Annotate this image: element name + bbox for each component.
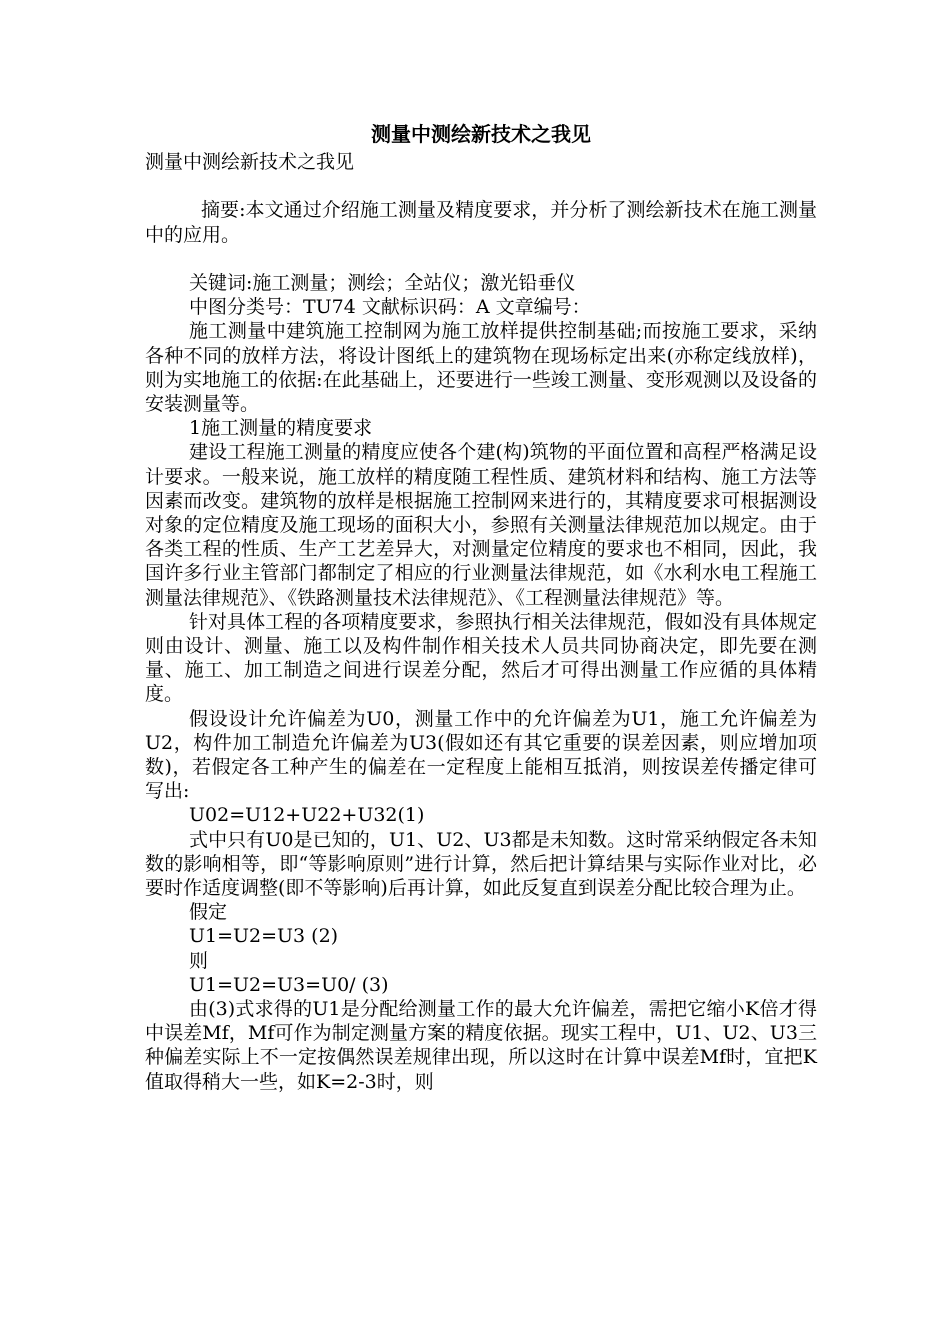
body-paragraph: 式中只有U0是已知的，U1、U2、U3都是未知数。这时常采纳假定各未知数的影响相等，即“等影响原则”进行计算，然后把计算结果与实际作业对比，必要时作适度调整(即不等影响)后再计算，如此反复直到误差分配比较合理为止。 [145, 828, 817, 900]
classification-line: 中图分类号：TU74 文献标识码：A 文章编号： [189, 296, 591, 319]
document-subtitle: 测量中测绘新技术之我见 [145, 151, 355, 173]
document-page [145, 118, 817, 1094]
blank-line [145, 247, 817, 271]
formula-line: U1=U2=U3=U0/ (3) [189, 973, 389, 996]
body-paragraph: 假设设计允许偏差为U0，测量工作中的允许偏差为U1，施工允许偏差为U2，构件加工制造允许偏差为U3(假如还有其它重要的误差因素，则应增加项数)，若假定各工种产生的偏差在一定程度上能相互抵消，则按误差传播定律可写出: [145, 707, 817, 803]
abstract-paragraph: 摘要:本文通过介绍施工测量及精度要求，并分析了测绘新技术在施工测量中的应用。 [145, 199, 817, 246]
body-line: 则 [189, 949, 209, 972]
body-paragraph: 针对具体工程的各项精度要求，参照执行相关法律规范，假如没有具体规定则由设计、测量、施工以及构件制作相关技术人员共同协商决定，即先要在测量、施工、加工制造之间进行误差分配，然后才可得出测量工作应循的具体精度。 [145, 610, 817, 706]
formula-line: U02=U12+U22+U32(1) [189, 804, 425, 827]
document-title: 测量中测绘新技术之我见 [371, 122, 591, 146]
keywords-line: 关键词:施工测量；测绘；全站仪；激光铅垂仪 [189, 271, 576, 294]
section-heading: 1施工测量的精度要求 [189, 417, 373, 440]
formula-line: U1=U2=U3 (2) [189, 925, 339, 948]
blank-line [145, 174, 817, 198]
body-line: 假定 [189, 901, 228, 924]
body-paragraph: 建设工程施工测量的精度应使各个建(构)筑物的平面位置和高程严格满足设计要求。一般来说，施工放样的精度随工程性质、建筑材料和结构、施工方法等因素而改变。建筑物的放样是根据施工控制网来进行的，其精度要求可根据测设对象的定位精度及施工现场的面积大小，参照有关测量法律规范加以规定。由于各类工程的性质、生产工艺差异大，对测量定位精度的要求也不相同，因此，我国许多行业主管部门都制定了相应的行业测量法律规范，如《水利水电工程施工测量法律规范》、《铁路测量技术法律规范》、《工程测量法律规范》等。 [145, 441, 817, 609]
body-paragraph: 施工测量中建筑施工控制网为施工放样提供控制基础;而按施工要求，采纳各种不同的放样方法，将设计图纸上的建筑物在现场标定出来(亦称定线放样)，则为实地施工的依据:在此基础上，还要进行一些竣工测量、变形观测以及设备的安装测量等。 [145, 320, 817, 415]
body-paragraph: 由(3)式求得的U1是分配给测量工作的最大允许偏差，需把它缩小K倍才得中误差Mf，Mf可作为制定测量方案的精度依据。现实工程中，U1、U2、U3三种偏差实际上不一定按偶然误差规律出现，所以这时在计算中误差Mf时，宜把K值取得稍大一些，如K=2-3时，则 [145, 998, 817, 1093]
